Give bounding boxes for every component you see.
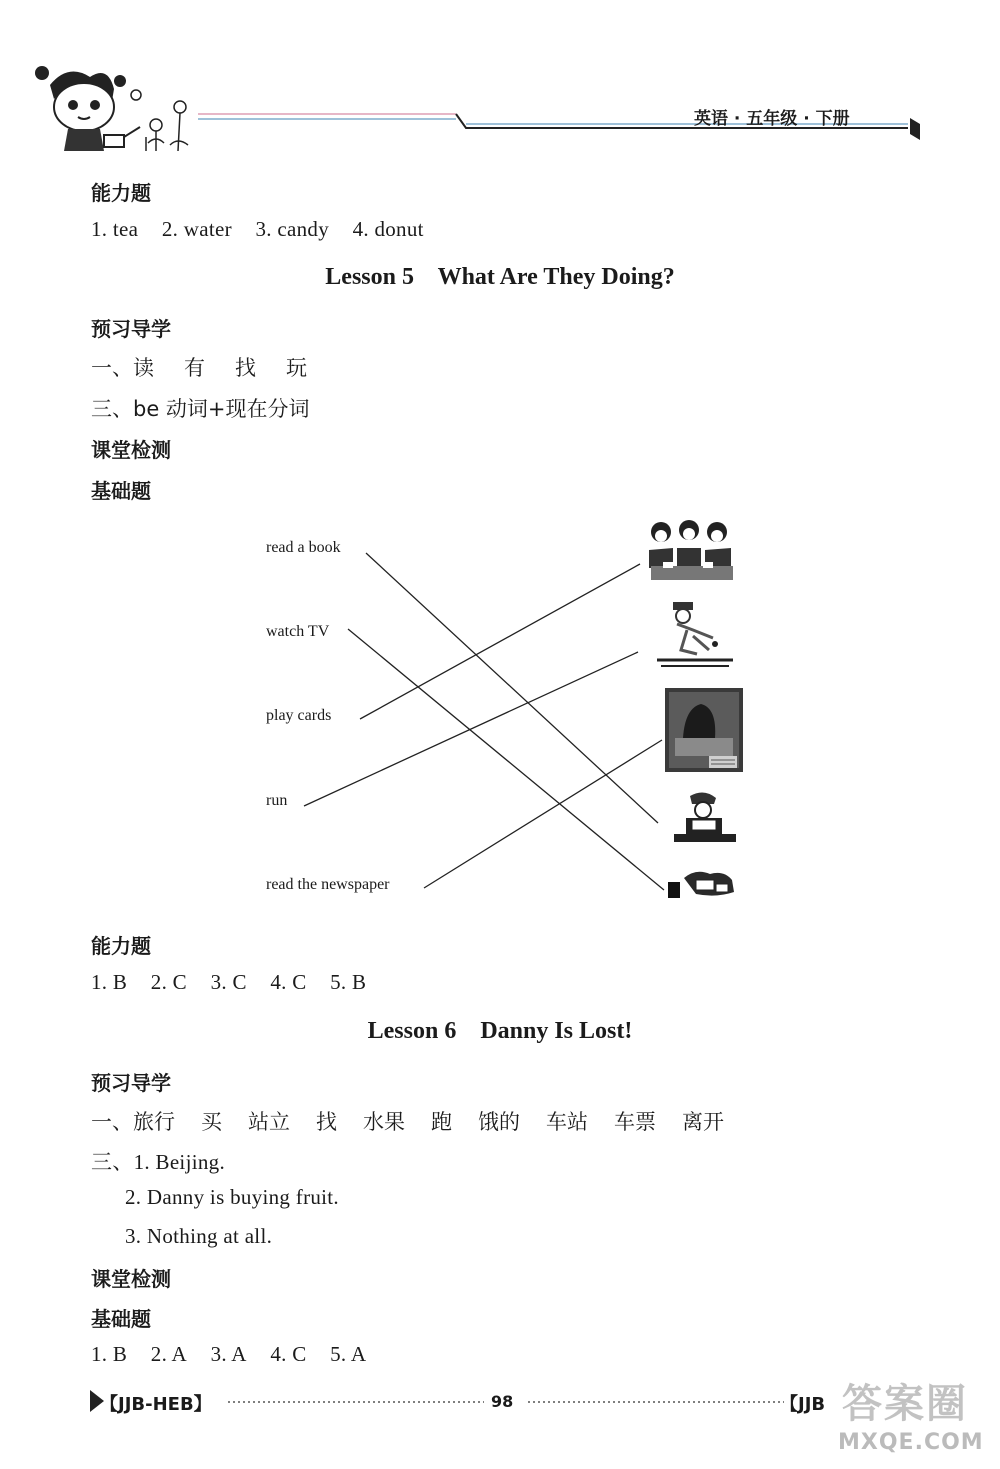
vocab-word: 玩 bbox=[286, 356, 307, 380]
lesson-number: Lesson 5 bbox=[325, 264, 414, 290]
preview-heading: 预习导学 bbox=[91, 317, 171, 341]
basic-heading: 基础题 bbox=[91, 1307, 151, 1331]
answer-item: 3. candy bbox=[255, 217, 329, 241]
preview-heading: 预习导学 bbox=[91, 1071, 171, 1095]
answer-item: 1. B bbox=[91, 970, 128, 994]
vocab-word: 有 bbox=[184, 356, 205, 380]
watermark-text: 答案圈 bbox=[842, 1381, 968, 1427]
child-reading-book-picture bbox=[668, 790, 742, 846]
answer-item: 4. donut bbox=[352, 217, 424, 241]
match-label-read-a-book: read a book bbox=[266, 539, 341, 556]
vocab-word: 旅行 bbox=[133, 1110, 175, 1134]
vocab-word: 水果 bbox=[363, 1110, 405, 1134]
basic-answers bbox=[91, 1342, 384, 1367]
vocab-word: 跑 bbox=[431, 1110, 452, 1134]
answer-item: 4. C bbox=[270, 1342, 307, 1366]
answer-item: 5. A bbox=[330, 1342, 367, 1366]
answer-item: 1. Beijing. bbox=[133, 1150, 225, 1174]
footer-left-tag: 【JJB-HEB】 bbox=[100, 1394, 212, 1415]
match-label-play-cards: play cards bbox=[266, 707, 332, 724]
vocab-word: 买 bbox=[201, 1110, 222, 1134]
class-check-heading: 课堂检测 bbox=[91, 1267, 171, 1291]
match-line-watch-tv bbox=[348, 629, 664, 890]
vocab-word: 车票 bbox=[614, 1110, 656, 1134]
vocab-word: 读 bbox=[133, 356, 154, 380]
list-prefix: 一、 bbox=[91, 356, 133, 380]
footer-right-tag: 【JJB bbox=[780, 1394, 826, 1415]
vocab-word: 车站 bbox=[546, 1110, 588, 1134]
watermark-url: MXQE.COM bbox=[838, 1430, 984, 1455]
match-line-run bbox=[304, 652, 638, 806]
person-running-picture bbox=[657, 600, 733, 672]
preview-answer-2: 2. Danny is buying fruit. bbox=[125, 1185, 339, 1209]
vocab-word: 找 bbox=[235, 356, 256, 380]
answer-item: 2. C bbox=[150, 970, 187, 994]
book-title: 英语 · 五年级 · 下册 bbox=[694, 109, 850, 129]
class-check-heading: 课堂检测 bbox=[91, 438, 171, 462]
answer-item: 3. C bbox=[210, 970, 247, 994]
lesson6-title bbox=[0, 1018, 1000, 1045]
match-label-watch-tv: watch TV bbox=[266, 623, 330, 640]
watermark-logo bbox=[820, 1372, 990, 1464]
ability-answers bbox=[91, 970, 384, 995]
match-label-read-the-newspaper: read the newspaper bbox=[266, 876, 390, 893]
answer-item: 1. tea bbox=[91, 217, 139, 241]
ability-heading: 能力题 bbox=[91, 181, 151, 205]
match-line-play-cards bbox=[360, 564, 640, 719]
list-prefix: 一、 bbox=[91, 1110, 133, 1134]
basic-heading: 基础题 bbox=[91, 479, 151, 503]
vocab-word: 离开 bbox=[682, 1110, 724, 1134]
person-reading-newspaper-picture bbox=[666, 868, 738, 900]
preview-line-2: 三、be 动词+现在分词 bbox=[91, 397, 310, 421]
lesson-title: Danny Is Lost! bbox=[480, 1018, 633, 1044]
preview-line-1 bbox=[91, 1106, 724, 1136]
match-line-read-the-newspaper bbox=[424, 740, 662, 888]
preview-answer-1 bbox=[91, 1146, 225, 1176]
answer-item: 2. water bbox=[161, 217, 232, 241]
answer-item: 3. A bbox=[210, 1342, 247, 1366]
list-prefix: 三、 bbox=[91, 1150, 134, 1174]
answer-item: 2. A bbox=[150, 1342, 187, 1366]
lesson-number: Lesson 6 bbox=[367, 1018, 457, 1044]
preview-answer-3: 3. Nothing at all. bbox=[125, 1224, 273, 1248]
vocab-word: 找 bbox=[316, 1110, 337, 1134]
people-playing-cards-picture bbox=[643, 518, 741, 584]
lesson-title: What Are They Doing? bbox=[437, 264, 675, 290]
answer-item: 5. B bbox=[330, 970, 367, 994]
people-watching-tv-picture bbox=[665, 688, 743, 772]
vocab-word: 站立 bbox=[248, 1110, 290, 1134]
answer-item: 4. C bbox=[270, 970, 307, 994]
ability-heading: 能力题 bbox=[91, 934, 151, 958]
vocab-word: 饿的 bbox=[478, 1110, 520, 1134]
answer-item: 1. B bbox=[91, 1342, 128, 1366]
match-line-read-a-book bbox=[366, 553, 658, 823]
page-number: 98 bbox=[491, 1392, 514, 1411]
match-label-run: run bbox=[266, 792, 288, 809]
